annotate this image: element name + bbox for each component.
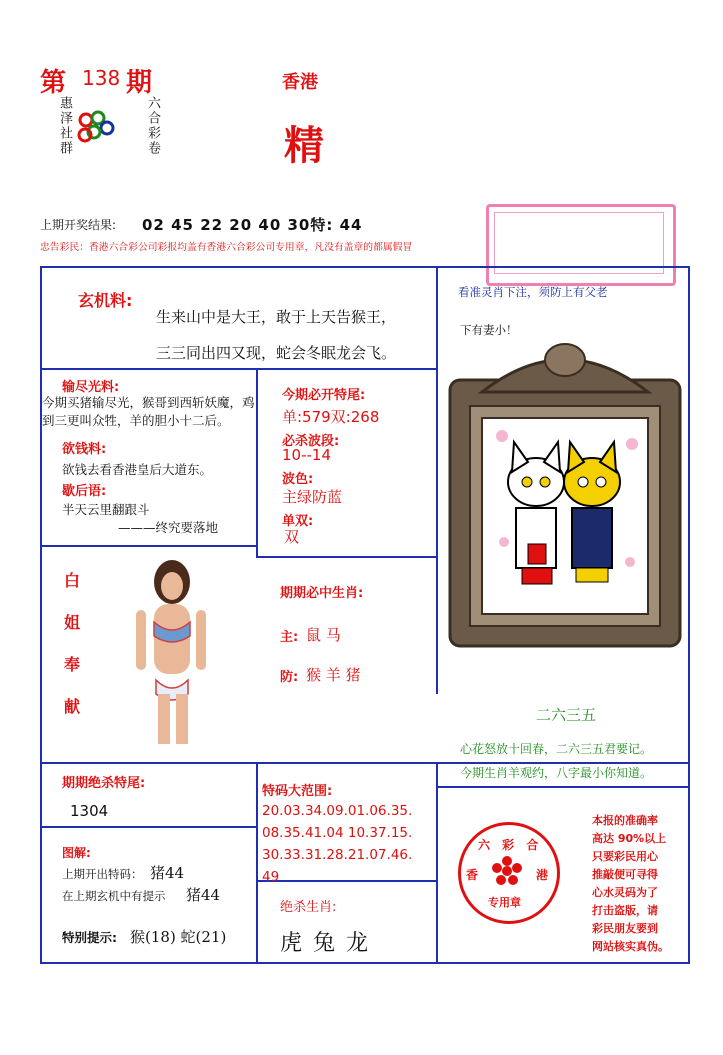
special-range-line1: 20.03.34.09.01.06.35. bbox=[262, 803, 413, 819]
must-zodiac-title: 期期必中生肖: bbox=[280, 586, 364, 601]
accuracy-line-3: 只要彩民用心 bbox=[592, 850, 658, 863]
special-range-numbers bbox=[262, 800, 412, 888]
tiger-character bbox=[564, 442, 620, 582]
tail-value: 单:579双:268 bbox=[282, 408, 380, 426]
grid-mid-2 bbox=[256, 762, 258, 962]
warning-text: 忠告彩民：香港六合彩公司彩报均盖有香港六合彩公司专用章，凡没有盖章的都属假冒 bbox=[40, 242, 413, 253]
grid-mid-1 bbox=[256, 368, 258, 556]
grid-row1 bbox=[40, 368, 438, 370]
color-value: 主绿防蓝 bbox=[282, 488, 343, 506]
grid-divider-right-top bbox=[436, 266, 438, 694]
explain-row1-value: 猪44 bbox=[150, 864, 185, 882]
grid-row4-left bbox=[40, 826, 256, 828]
accuracy-line-1: 本报的准确率 bbox=[592, 814, 658, 827]
shujin-text: 今期买猪输尽光，猴哥到西斩妖魔，鸡到三更叫众牲，羊的胆小十二后。 bbox=[42, 395, 255, 428]
accuracy-line-2: 高达 90%以上 bbox=[592, 832, 667, 845]
kill-tail-title: 期期绝杀特尾: bbox=[62, 776, 146, 791]
seal-top-text: 六 彩 合 bbox=[478, 838, 543, 852]
picture-caption-1: 看准灵肖下注，须防上有父老 bbox=[458, 285, 608, 299]
xiehouyu-title: 歇后语: bbox=[62, 484, 107, 499]
last-result-numbers: 02 45 22 20 40 30特: 44 bbox=[142, 216, 363, 234]
grid-right bbox=[688, 266, 690, 964]
grid-top bbox=[40, 266, 690, 268]
odd-even-value: 双 bbox=[284, 528, 300, 546]
accuracy-line-8: 网站核实真伪。 bbox=[592, 940, 669, 953]
model-photo bbox=[116, 556, 220, 746]
stamp-inner bbox=[494, 212, 664, 274]
wave-value: 10--14 bbox=[282, 446, 331, 464]
baijie-char-1: 白 bbox=[64, 571, 81, 590]
must-zodiac-guard-value: 猴 羊 猪 bbox=[306, 666, 361, 684]
baijie-char-4: 献 bbox=[64, 697, 81, 716]
picture-caption-2: 下有妻小！ bbox=[460, 323, 518, 337]
kill-zodiac-value: 虎 兔 龙 bbox=[280, 931, 370, 956]
accuracy-line-4: 推敲便可寻得 bbox=[592, 868, 658, 881]
xuanji-line1: 生来山中是大王，敢于上天告猴王， bbox=[156, 308, 397, 326]
grid-row2-right bbox=[256, 556, 438, 558]
explain-row1-label: 上期开出特码： bbox=[62, 867, 143, 881]
special-range-title: 特码大范围: bbox=[262, 784, 333, 799]
issue-number: 138 bbox=[82, 66, 121, 90]
special-range-line2: 08.35.41.04 10.37.15. bbox=[262, 825, 413, 841]
poem-line2: 今期生肖羊观约，八字最小你知道。 bbox=[460, 766, 653, 780]
explain-row2-label: 在上期玄机中有提示 bbox=[62, 889, 166, 903]
ornate-picture-frame bbox=[442, 332, 688, 652]
special-range-line3: 30.33.31.28.21.07.46. bbox=[262, 847, 413, 863]
kill-tail-value: 1304 bbox=[70, 802, 109, 820]
special-tip-value: 猴(18) 蛇(21) bbox=[130, 928, 227, 946]
issue-prefix: 第 bbox=[40, 68, 67, 98]
seal-flower-icon bbox=[492, 856, 522, 886]
yuqian-text: 欲钱去看香港皇后大道东。 bbox=[62, 462, 213, 477]
explain-row2-value: 猪44 bbox=[186, 886, 221, 904]
accuracy-text bbox=[592, 812, 684, 956]
shujin-title: 输尽光料: bbox=[62, 380, 120, 395]
publisher-right: 六合彩卷 bbox=[145, 96, 160, 156]
last-result-label: 上期开奖结果: bbox=[40, 218, 117, 232]
yuqian-title: 欲钱料: bbox=[62, 442, 107, 457]
grid-left bbox=[40, 266, 42, 964]
grid-bottom bbox=[40, 962, 690, 964]
xiehouyu-line1: 半天云里翻跟斗 bbox=[62, 502, 150, 517]
grid-row2-left bbox=[40, 545, 256, 547]
special-range-line4: 49 bbox=[262, 869, 280, 885]
accuracy-line-5: 心水灵码为了 bbox=[592, 886, 658, 899]
color-title: 波色: bbox=[282, 472, 314, 487]
xuanji-line2: 三三同出四又现，蛇会冬眠龙会飞。 bbox=[156, 344, 397, 362]
numbers-hint: 二六三五 bbox=[536, 706, 597, 724]
region-label: 香港 bbox=[282, 72, 318, 93]
baijie-vertical bbox=[64, 560, 84, 728]
kill-zodiac-title: 绝杀生肖: bbox=[280, 900, 337, 915]
lottery-logo bbox=[76, 110, 116, 146]
tail-title: 今期必开特尾: bbox=[282, 388, 366, 403]
must-zodiac-main-value: 鼠 马 bbox=[306, 626, 341, 644]
baijie-char-2: 姐 bbox=[64, 613, 81, 632]
seal-right-text: 港 bbox=[536, 868, 549, 882]
grid-divider-right-bottom bbox=[436, 762, 438, 962]
publisher-left: 惠泽社群 bbox=[57, 96, 72, 156]
odd-even-title: 单双: bbox=[282, 514, 314, 529]
accuracy-line-6: 打击盗版，请 bbox=[592, 904, 658, 917]
xuanji-title: 玄机料: bbox=[78, 291, 133, 310]
must-zodiac-main-label: 主: bbox=[280, 630, 299, 645]
poem-line1: 心花怒放十回春，二六三五君要记。 bbox=[460, 742, 653, 756]
special-tip-label: 特别提示: bbox=[62, 930, 117, 945]
seal-left-text: 香 bbox=[466, 868, 479, 882]
page-title: 精 bbox=[284, 122, 324, 169]
seal-bottom-text: 专用章 bbox=[488, 896, 521, 909]
cat-character bbox=[508, 442, 564, 584]
xiehouyu-line2: ———终究要落地 bbox=[118, 520, 219, 535]
accuracy-line-7: 彩民朋友要到 bbox=[592, 922, 658, 935]
must-zodiac-guard-label: 防: bbox=[280, 670, 299, 685]
explain-title: 图解: bbox=[62, 846, 91, 860]
baijie-char-3: 奉 bbox=[64, 655, 81, 674]
wave-title: 必杀波段: bbox=[282, 434, 340, 449]
grid-row-poem bbox=[436, 786, 688, 788]
issue-suffix: 期 bbox=[126, 68, 153, 98]
